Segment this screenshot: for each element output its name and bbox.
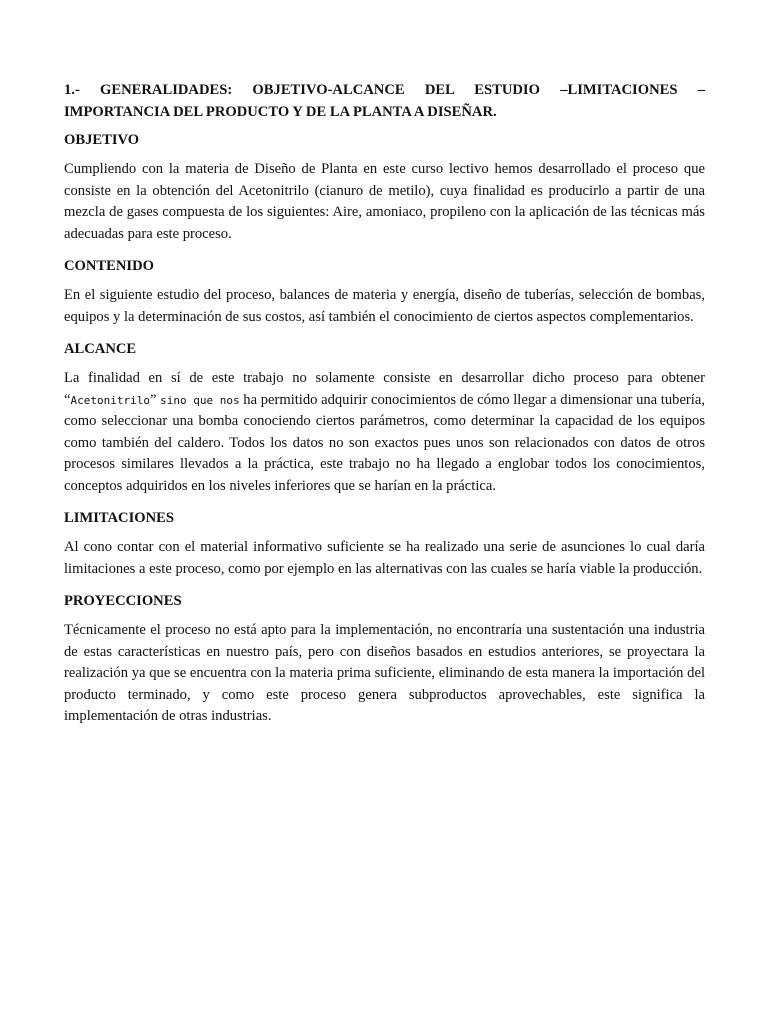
section-heading: LIMITACIONES	[64, 510, 175, 526]
paragraph-text: La finalidad en sí de este trabajo no solamente consiste en desarrollar dicho proceso para obtener “	[64, 370, 705, 408]
section-heading: OBJETIVO	[64, 132, 140, 148]
section-heading: CONTENIDO	[64, 258, 155, 274]
section-contenido	[64, 256, 705, 328]
section-limitaciones	[64, 508, 705, 580]
section-paragraph: Al cono contar con el material informativo suficiente se ha realizado una serie de asunciones lo cual daría limitaciones a este proceso, como por ejemplo en las alternativas con las cuales se haría viable la producción.	[64, 539, 705, 577]
document-title: 1.- GENERALIDADES: OBJETIVO-ALCANCE DEL ESTUDIO –LIMITACIONES – IMPORTANCIA DEL PRODUCTO Y DE LA PLANTA A DISEÑAR.	[64, 82, 705, 120]
section-heading: PROYECCIONES	[64, 593, 182, 609]
section-heading: ALCANCE	[64, 341, 137, 357]
document-page	[64, 80, 705, 739]
paragraph-text: ”	[149, 391, 161, 408]
section-alcance	[64, 339, 705, 497]
section-paragraph: Técnicamente el proceso no está apto para la implementación, no encontraría una sustentación una industria de estas características en nuestro país, pero con diseños basados en estudios anteriores, se proyectara la realización ya que se encuentra con la materia prima suficiente, eliminando de esta manera la importación del producto terminado, y como este proceso genera subproductos aprovechables, este significa la implementación de otras industrias.	[64, 622, 705, 724]
section-paragraph	[64, 368, 705, 497]
section-proyecciones	[64, 591, 705, 728]
paragraph-text: ha permitido adquirir conocimientos de cómo llegar a dimensionar una tubería, como seleccionar una bomba conociendo ciertos parámetros, como determinar la capacidad de los equipos como también del caldero. Todos los datos no son exactos pues unos son relacionados con datos de otros procesos similares llevados a la práctica, este trabajo no ha llegado a englobar todos los conocimientos, conceptos adquiridos en los niveles inferiores que se harían en la práctica.	[64, 391, 705, 494]
monospace-phrase: sino que nos	[160, 393, 240, 407]
section-paragraph: En el siguiente estudio del proceso, balances de materia y energía, diseño de tuberías, selección de bombas, equipos y la determinación de sus costos, así también el conocimiento de ciertos aspectos complementarios.	[64, 287, 705, 325]
section-paragraph: Cumpliendo con la materia de Diseño de Planta en este curso lectivo hemos desarrollado el proceso que consiste en la obtención del Acetonitrilo (cianuro de metilo), cuya finalidad es producirlo a partir de una mezcla de gases compuesta de los siguientes: Aire, amoniaco, propileno con la aplicación de las técnicas más adecuadas para este proceso.	[64, 161, 705, 242]
monospace-term: Acetonitrilo	[70, 393, 150, 407]
section-objetivo	[64, 130, 705, 245]
